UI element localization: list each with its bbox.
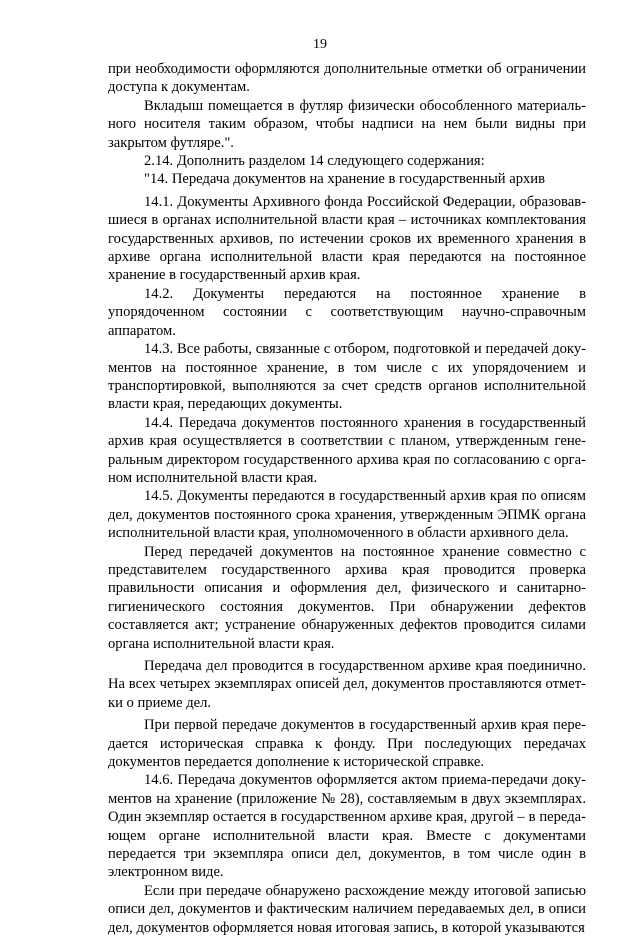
paragraph-14-1: 14.1. Документы Архивного фонда Российской Федерации, образовавшиеся в органах исполнительной власти края – источниках комплектования государственных архивов, по истечении сроков их временного хранения в архиве органа исполнительной власти края передаются на постоянное хранение в государственный архив края.	[108, 193, 586, 284]
page-number: 19	[313, 37, 327, 52]
section-14-heading: "14. Передача документов на хранение в государственный архив	[144, 171, 545, 188]
paragraph-14-5: 14.5. Документы передаются в государственный архив края по описям дел, документов постоянного срока хранения, утвержденным ЭПМК органа исполнительной власти края, уполномоченного в области архивного дела.	[108, 488, 586, 542]
paragraph-insert-placement: Вкладыш помещается в футляр физически обособленного материального носителя таким образом, чтобы надписи на нем были видны при закрытом футляре.".	[108, 97, 586, 151]
paragraph-item-2-14: 2.14. Дополнить разделом 14 следующего содержания:	[144, 153, 485, 170]
paragraph-14-6: 14.6. Передача документов оформляется актом приема-передачи документов на хранение (приложение № 28), составляемым в двух экземплярах. Один экземпляр остается в государственном архиве края, другой – в передающем органе исполнительной власти края. Вместе с документами передается три экземпляра описи дел, документов, в том числе один в электронном виде.	[108, 772, 586, 881]
paragraph-transfer-individually: Передача дел проводится в государственном архиве края поединично. На всех четырех экземплярах описей дел, документов проставляются отметки о приеме дел.	[108, 658, 586, 711]
paragraph-inspection: Перед передачей документов на постоянное хранение совместно с представителем государственного архива края проводится проверка правильности описания и оформления дел, физического и санитарно-гигиенического состояния документов. При обнаружении дефектов составляется акт; устранение обнаруженных дефектов проводится силами органа исполнительной власти края.	[108, 543, 586, 652]
paragraph-continuation: при необходимости оформляются дополнительные отметки об ограничении доступа к документам.	[108, 61, 586, 96]
paragraph-14-3: 14.3. Все работы, связанные с отбором, подготовкой и передачей документов на постоянное хранение, в том числе с их упорядочением и транспортировкой, выполняются за счет средств органов исполнительной власти края, передающих документы.	[108, 341, 586, 413]
document-body	[108, 60, 586, 937]
paragraph-discrepancy: Если при передаче обнаружено расхождение между итоговой записью описи дел, документов и фактическим наличием передаваемых дел, в описи дел, документов оформляется новая итоговая запись, в которой указываются	[108, 882, 586, 936]
paragraph-historical-reference: При первой передаче документов в государственный архив края передается историческая справка к фонду. При последующих передачах документов передается дополнение к исторической справке.	[108, 717, 586, 771]
paragraph-14-4: 14.4. Передача документов постоянного хранения в государственный архив края осуществляется в соответствии с планом, утвержденным генеральным директором государственного архива края по согласованию с органом исполнительной власти края.	[108, 414, 586, 486]
paragraph-14-2: 14.2. Документы передаются на постоянное хранение в упорядоченном состоянии с соответствующим научно-справочным аппаратом.	[108, 285, 586, 339]
